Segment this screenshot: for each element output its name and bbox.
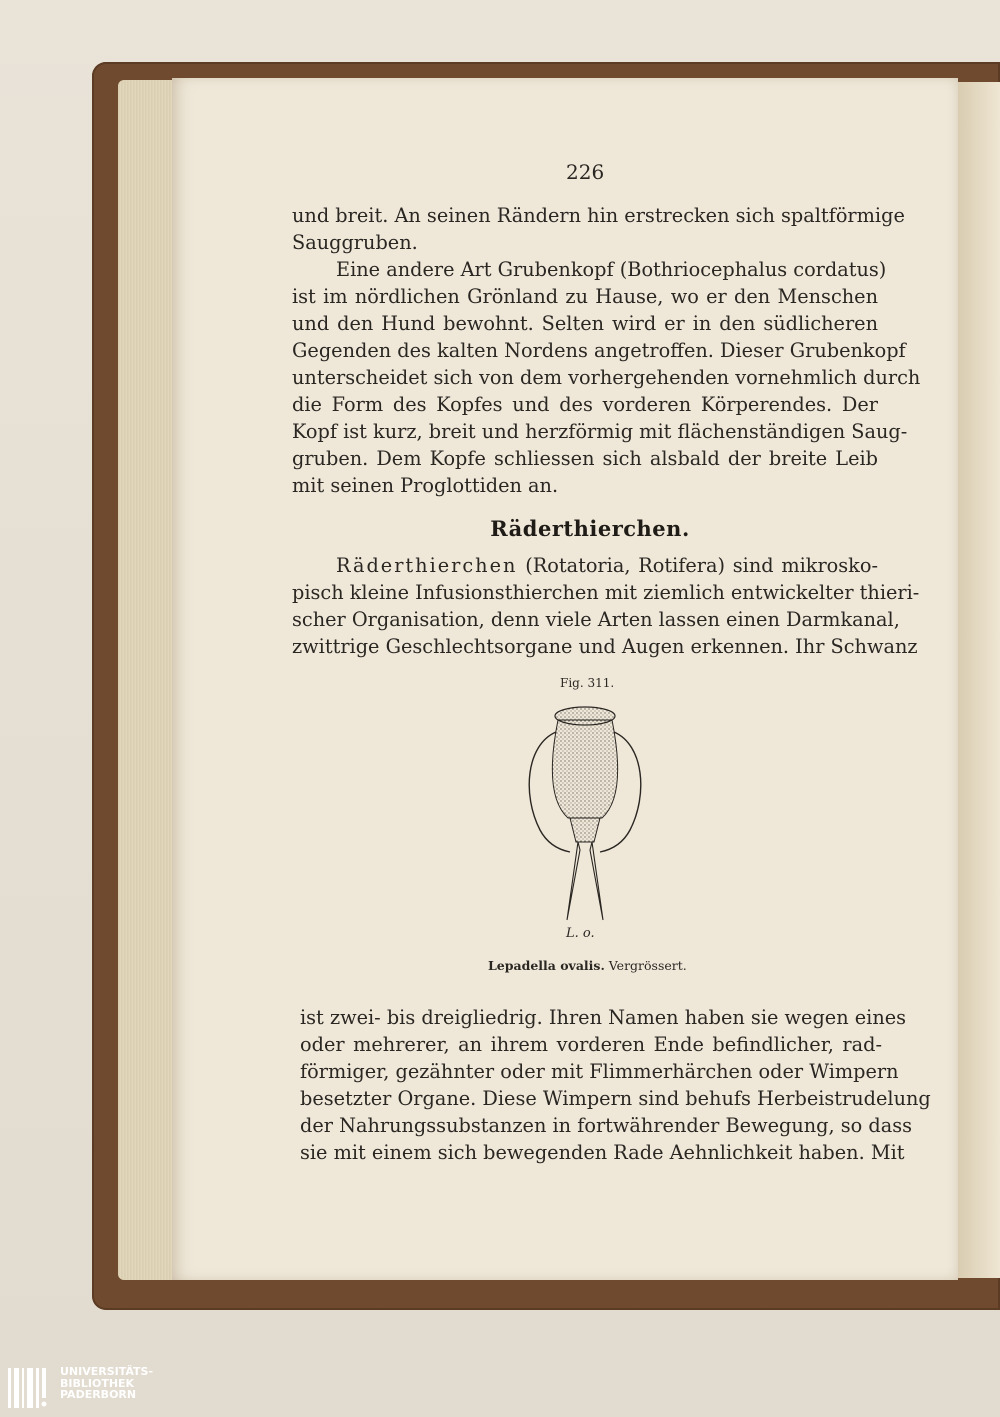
paragraph-1 bbox=[292, 202, 905, 256]
text-line: mit seinen Proglottiden an. bbox=[292, 474, 559, 497]
text-line: zwittrige Geschlechtsorgane und Augen erkennen. Ihr Schwanz bbox=[292, 635, 918, 658]
rotifer-illustration bbox=[520, 700, 650, 925]
figure-caption bbox=[488, 958, 687, 973]
text-line: sie mit einem sich bewegenden Rade Aehnlichkeit haben. Mit bbox=[300, 1141, 905, 1164]
logo-line: BIBLIOTHEK bbox=[60, 1376, 135, 1390]
text-line: pisch kleine Infusionsthierchen mit ziemlich entwickelter thieri- bbox=[292, 581, 920, 604]
text-line: gruben. Dem Kopfe schliessen sich alsbald der breite Leib bbox=[292, 447, 878, 470]
library-logo-icon bbox=[8, 1368, 54, 1408]
text-line: scher Organisation, denn viele Arten lassen einen Darmkanal, bbox=[292, 608, 900, 631]
text-line: ist zwei- bis dreigliedrig. Ihren Namen haben sie wegen eines bbox=[300, 1006, 907, 1029]
library-logo-text bbox=[60, 1366, 153, 1401]
text-line: und den Hund bewohnt. Selten wird er in den südlicheren bbox=[292, 312, 878, 335]
text-line: der Nahrungssubstanzen in fortwährender Bewegung, so dass bbox=[300, 1114, 913, 1137]
text-line: unterscheidet sich von dem vorhergehenden vornehmlich durch bbox=[292, 366, 921, 389]
caption-species: Lepadella ovalis. bbox=[488, 958, 605, 973]
text-line: und breit. An seinen Rändern hin erstrecken sich spaltförmige bbox=[292, 204, 905, 227]
text-line: Eine andere Art Grubenkopf (Bothriocephalus cordatus) bbox=[336, 258, 887, 281]
text-line: Kopf ist kurz, breit und herzförmig mit flächenständigen Saug- bbox=[292, 420, 908, 443]
text-line: die Form des Kopfes und des vorderen Körperendes. Der bbox=[292, 393, 878, 416]
text-line: Sauggruben. bbox=[292, 231, 418, 254]
page-number: 226 bbox=[566, 160, 605, 184]
paragraph-2 bbox=[292, 256, 921, 499]
paragraph-3 bbox=[292, 552, 920, 660]
figure-label: Fig. 311. bbox=[560, 676, 615, 690]
section-heading: Räderthierchen. bbox=[490, 516, 690, 541]
figure-abbreviation: L. o. bbox=[566, 926, 595, 941]
text-line: ist im nördlichen Grönland zu Hause, wo er den Menschen bbox=[292, 285, 878, 308]
logo-line: PADERBORN bbox=[60, 1388, 137, 1401]
next-page-edge bbox=[958, 82, 1000, 1278]
text-line bbox=[292, 552, 878, 579]
spaced-term: Räderthierchen bbox=[336, 554, 518, 577]
caption-note: Vergrössert. bbox=[608, 958, 687, 973]
text-line: besetzter Organe. Diese Wimpern sind behufs Herbeistrudelung bbox=[300, 1087, 931, 1110]
logo-line: UNIVERSITÄTS- bbox=[60, 1365, 154, 1378]
page-edges bbox=[118, 80, 180, 1280]
text-line: förmiger, gezähnter oder mit Flimmerhärchen oder Wimpern bbox=[300, 1060, 899, 1083]
text-line: oder mehrerer, an ihrem vorderen Ende befindlicher, rad- bbox=[300, 1033, 882, 1056]
text-fragment: (Rotatoria, Rotifera) sind mikrosko- bbox=[525, 554, 878, 577]
text-line: Gegenden des kalten Nordens angetroffen. Dieser Grubenkopf bbox=[292, 339, 906, 362]
library-logo bbox=[8, 1366, 158, 1412]
paragraph-4 bbox=[300, 1004, 931, 1166]
